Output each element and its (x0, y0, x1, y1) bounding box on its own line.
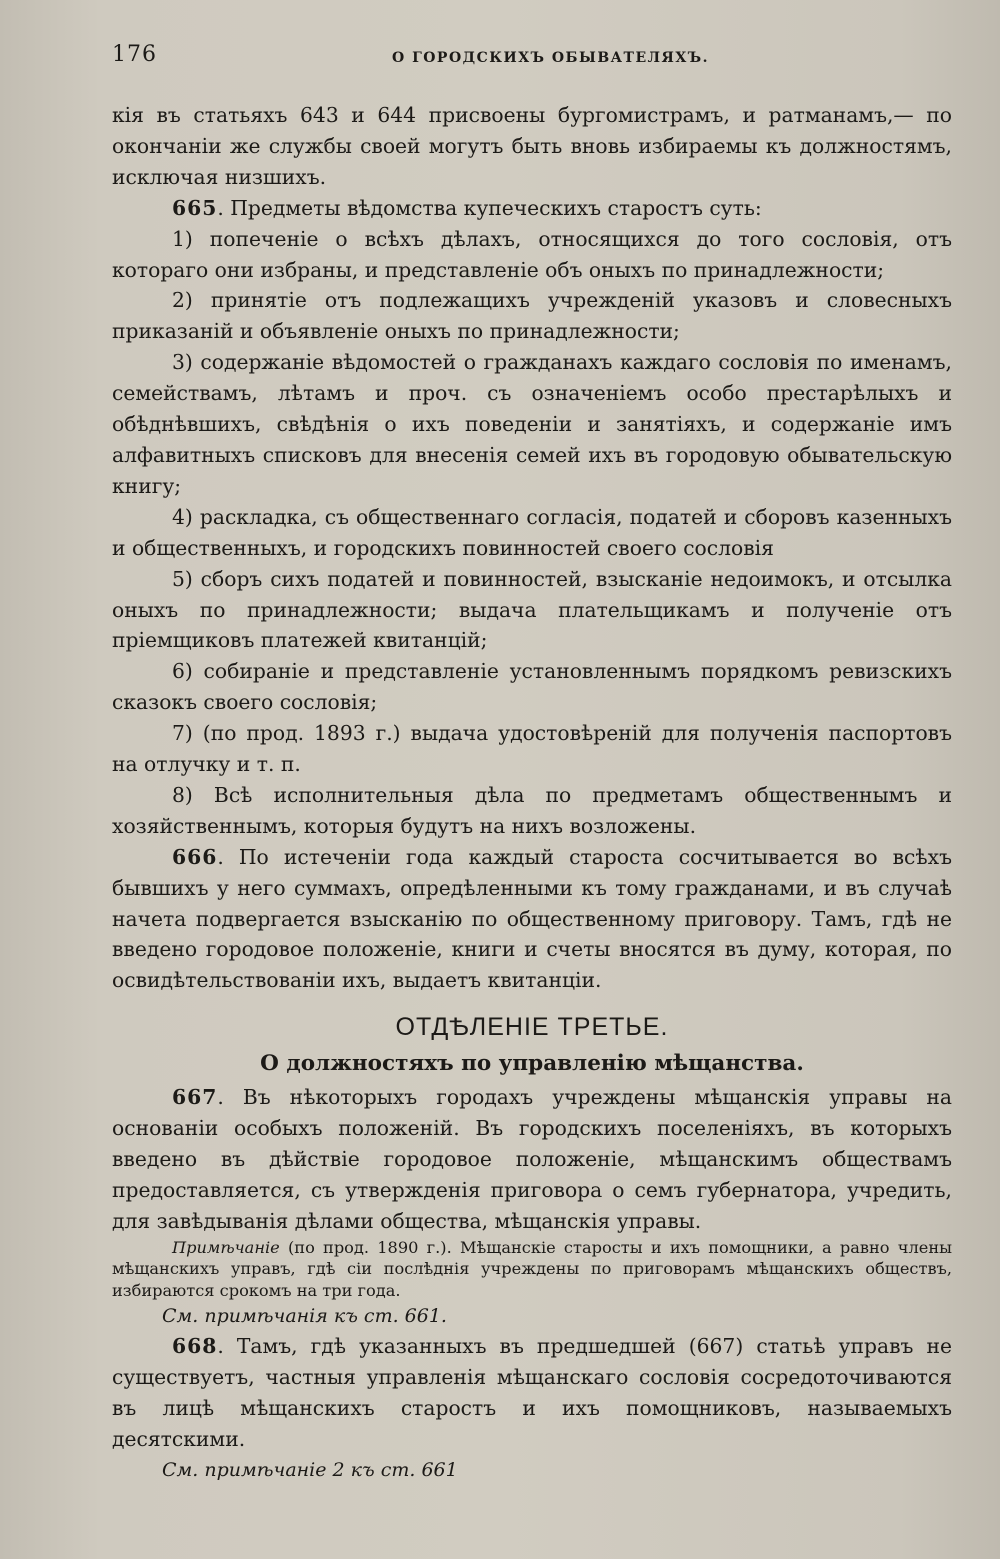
note-text: (по прод. 1890 г.). Мѣщанскіе старосты и ихъ помощники, а равно члены мѣщанскихъ управъ, гдѣ сіи послѣднія учреждены по приговорамъ мѣщанскихъ обществъ, избираются срокомъ на три года. (112, 1237, 952, 1300)
article-number: 665 (172, 195, 218, 220)
cross-reference: См. примѣчанія къ ст. 661. (162, 1305, 447, 1328)
list-item-6: 6) собираніе и представленіе установленнымъ порядкомъ ревизскихъ сказокъ своего сословія; (112, 659, 952, 715)
section-subtitle: О должностяхъ по управленію мѣщанства. (260, 1051, 804, 1077)
list-item-3: 3) содержаніе вѣдомостей о гражданахъ каждаго сословія по именамъ, семействамъ, лѣтамъ и проч. съ означеніемъ особо престарѣлыхъ и обѣднѣвшихъ, свѣдѣнія о ихъ поведеніи и занятіяхъ, и содержаніе имъ алфавитныхъ списковъ для внесенія семей ихъ въ городовую обывательскую книгу; (112, 350, 952, 498)
article-667 (112, 1082, 952, 1237)
section-title: ОТДѢЛЕНІЕ ТРЕТЬЕ. (395, 1013, 669, 1042)
paragraph-intro: кія въ статьяхъ 643 и 644 присвоены бургомистрамъ, и ратманамъ,— по окончаніи же службы своей могутъ быть вновь избираемы къ должностямъ, исключая низшихъ. (112, 103, 952, 189)
article-668 (112, 1331, 952, 1455)
list-item-1: 1) попеченіе о всѣхъ дѣлахъ, относящихся до того сословія, отъ котораго они избраны, и представленіе объ оныхъ по принадлежности; (112, 226, 952, 282)
article-text: . Тамъ, гдѣ указанныхъ въ предшедшей (667) статьѣ управъ не существуетъ, частныя управленія мѣщанскаго сословія сосредоточиваются въ лицѣ мѣщанскихъ старостъ и ихъ помощниковъ, называемыхъ десятскими. (112, 1334, 952, 1452)
page-header (112, 40, 952, 80)
article-text: . Предметы вѣдомства купеческихъ старостъ суть: (217, 195, 762, 220)
list-item-8: 8) Всѣ исполнительныя дѣла по предметамъ общественнымъ и хозяйственнымъ, которыя будутъ на нихъ возложены. (112, 782, 952, 838)
note-label: Примѣчаніе (172, 1237, 280, 1257)
cross-reference: См. примѣчаніе 2 къ ст. 661 (162, 1458, 458, 1481)
footnote (112, 1237, 952, 1302)
page-number: 176 (112, 42, 157, 67)
list-item-7: 7) (по прод. 1893 г.) выдача удостовѣреній для полученія паспортовъ на отлучку и т. п. (112, 721, 952, 777)
article-665 (112, 193, 952, 224)
page-body (112, 100, 952, 1485)
list-item-5: 5) сборъ сихъ податей и повинностей, взысканіе недоимокъ, и отсылка оныхъ по принадлежности; выдача плательщикамъ и полученіе отъ пріемщиковъ платежей квитанцій; (112, 566, 952, 653)
list-item-4: 4) раскладка, съ общественнаго согласія, податей и сборовъ казенныхъ и общественныхъ, и городскихъ повинностей своего сословія (112, 504, 952, 560)
running-title: О ГОРОДСКИХЪ ОБЫВАТЕЛЯХЪ. (392, 50, 709, 66)
article-666 (112, 842, 952, 997)
article-number: 666 (172, 844, 218, 869)
article-text: . Въ нѣкоторыхъ городахъ учреждены мѣщанскія управы на основаніи особыхъ положеній. Въ городскихъ поселеніяхъ, въ которыхъ введено въ дѣйствіе городовое положеніе, мѣщанскимъ обществамъ предоставляется, съ утвержденія приговора о семъ губернатора, учредить, для завѣдыванія дѣлами общества, мѣщанскія управы. (112, 1085, 952, 1233)
article-text: . По истеченіи года каждый староста сосчитывается во всѣхъ бывшихъ у него суммахъ, опредѣленными къ тому гражданами, и въ случаѣ начета подвергается взысканію по общественному приговору. Тамъ, гдѣ не введено городовое положеніе, книги и счеты вносятся въ думу, которая, по освидѣтельствованіи ихъ, выдаетъ квитанціи. (112, 844, 952, 993)
article-number: 668 (172, 1334, 218, 1359)
list-item-2: 2) принятіе отъ подлежащихъ учрежденій указовъ и словесныхъ приказаній и объявленіе оныхъ по принадлежности; (112, 288, 952, 344)
article-number: 667 (172, 1085, 218, 1110)
